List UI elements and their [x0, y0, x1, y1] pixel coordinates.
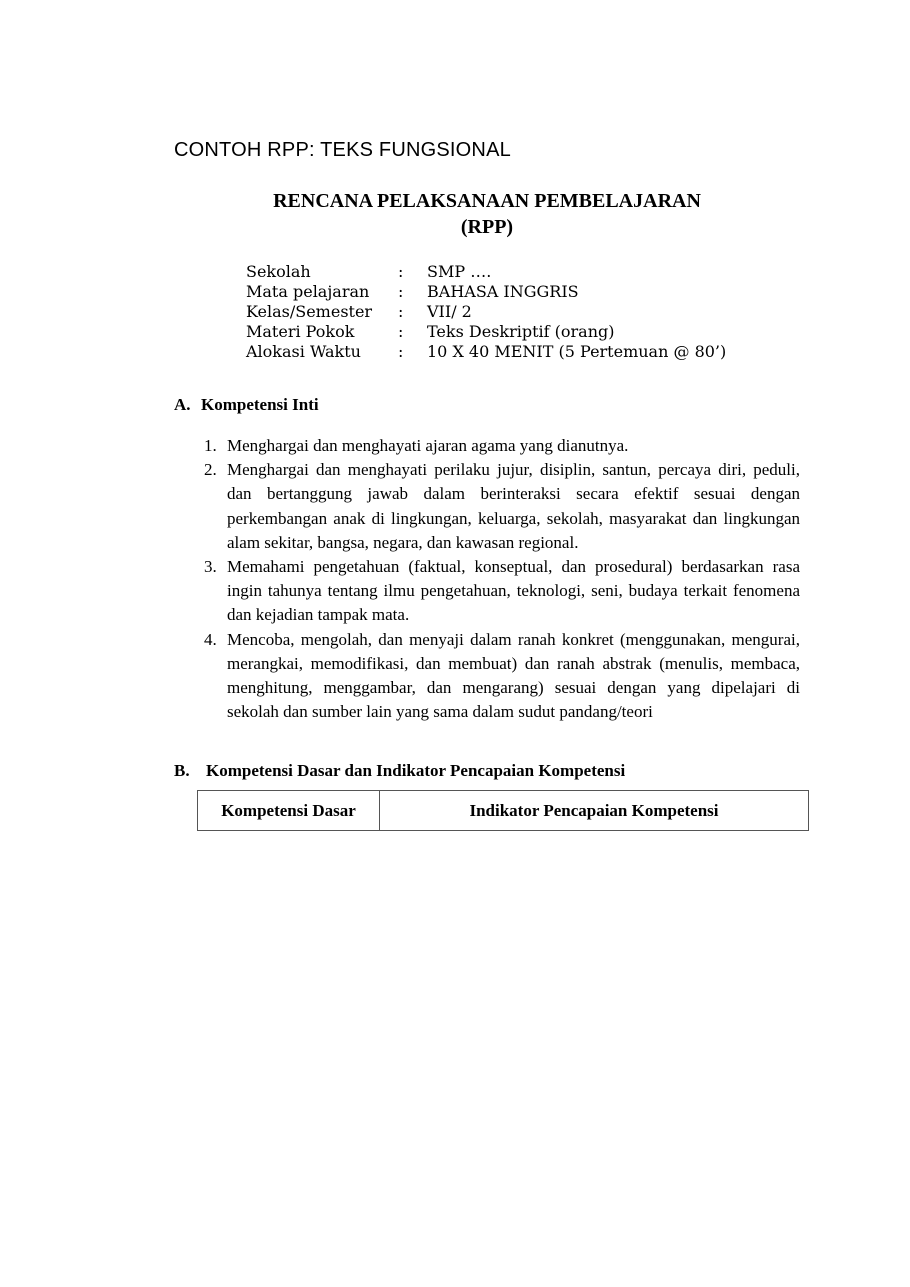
- info-label: Sekolah: [246, 262, 311, 281]
- info-row-kelas-semester: [246, 302, 726, 322]
- section-heading-kompetensi-dasar: [174, 760, 625, 782]
- document-title: RENCANA PELAKSANAAN PEMBELAJARAN: [273, 190, 701, 212]
- info-colon: :: [398, 262, 404, 281]
- list-item-text: Mencoba, mengolah, dan menyaji dalam ranah konkret (menggunakan, mengurai, merangkai, memodifikasi, dan membuat) dan ranah abstrak (menulis, membaca, menghitung, menggambar, dan mengarang) sesuai dengan yang dipelajari di sekolah dan sumber lain yang sama dalam sudut pandang/teori: [227, 629, 800, 722]
- info-label: Alokasi Waktu: [246, 342, 361, 361]
- info-label: Kelas/Semester: [246, 302, 373, 321]
- section-title: Kompetensi Dasar dan Indikator Pencapaian Kompetensi: [206, 761, 626, 780]
- info-colon: :: [398, 322, 404, 341]
- list-item-number: 4.: [204, 629, 217, 649]
- info-colon: :: [398, 302, 404, 321]
- list-item: [204, 555, 800, 628]
- info-label: Materi Pokok: [246, 322, 355, 341]
- page-heading: CONTOH RPP: TEKS FUNGSIONAL: [174, 139, 511, 161]
- list-item: [204, 434, 800, 458]
- table-header-kompetensi-dasar: Kompetensi Dasar: [198, 791, 380, 831]
- list-item-text: Menghargai dan menghayati perilaku jujur, disiplin, santun, percaya diri, peduli, dan bertanggung jawab dalam berinteraksi secara efektif sesuai dengan perkembangan anak di lingkungan, keluarga, sekolah, masyarakat dan lingkungan alam sekitar, bangsa, negara, dan kawasan regional.: [227, 460, 800, 552]
- info-colon: :: [398, 342, 404, 361]
- info-row-materi-pokok: [246, 322, 726, 342]
- list-item: [204, 628, 800, 725]
- list-item-number: 1.: [204, 436, 217, 455]
- kompetensi-dasar-table: [197, 790, 809, 831]
- info-row-mata-pelajaran: [246, 282, 726, 302]
- list-item-text: Menghargai dan menghayati ajaran agama yang dianutnya.: [227, 436, 629, 455]
- info-value: BAHASA INGGRIS: [427, 282, 579, 301]
- list-item: [204, 458, 800, 555]
- section-letter: A.: [174, 395, 191, 414]
- kompetensi-inti-list: [204, 434, 800, 724]
- list-item-text: Memahami pengetahuan (faktual, konseptual, dan prosedural) berdasarkan rasa ingin tahunya tentang ilmu pengetahuan, teknologi, seni, budaya terkait fenomena dan kejadian tampak mata.: [227, 557, 800, 625]
- list-item-number: 3.: [204, 557, 217, 577]
- info-value: SMP ….: [427, 262, 492, 281]
- info-label: Mata pelajaran: [246, 282, 370, 301]
- info-value: 10 X 40 MENIT (5 Pertemuan @ 80’): [427, 342, 727, 361]
- info-row-sekolah: [246, 262, 726, 282]
- info-row-alokasi-waktu: [246, 342, 726, 362]
- info-colon: :: [398, 282, 404, 301]
- info-value: Teks Deskriptif (orang): [427, 322, 615, 341]
- document-subtitle: (RPP): [460, 216, 514, 238]
- section-heading-kompetensi-inti: [174, 394, 319, 416]
- table-header-indikator: Indikator Pencapaian Kompetensi: [380, 791, 809, 831]
- info-value: VII/ 2: [427, 302, 472, 321]
- section-letter: B.: [174, 761, 190, 780]
- table-header-row: [198, 791, 809, 831]
- identity-table: [246, 262, 726, 362]
- section-title: Kompetensi Inti: [201, 395, 319, 414]
- list-item-number: 2.: [204, 460, 217, 480]
